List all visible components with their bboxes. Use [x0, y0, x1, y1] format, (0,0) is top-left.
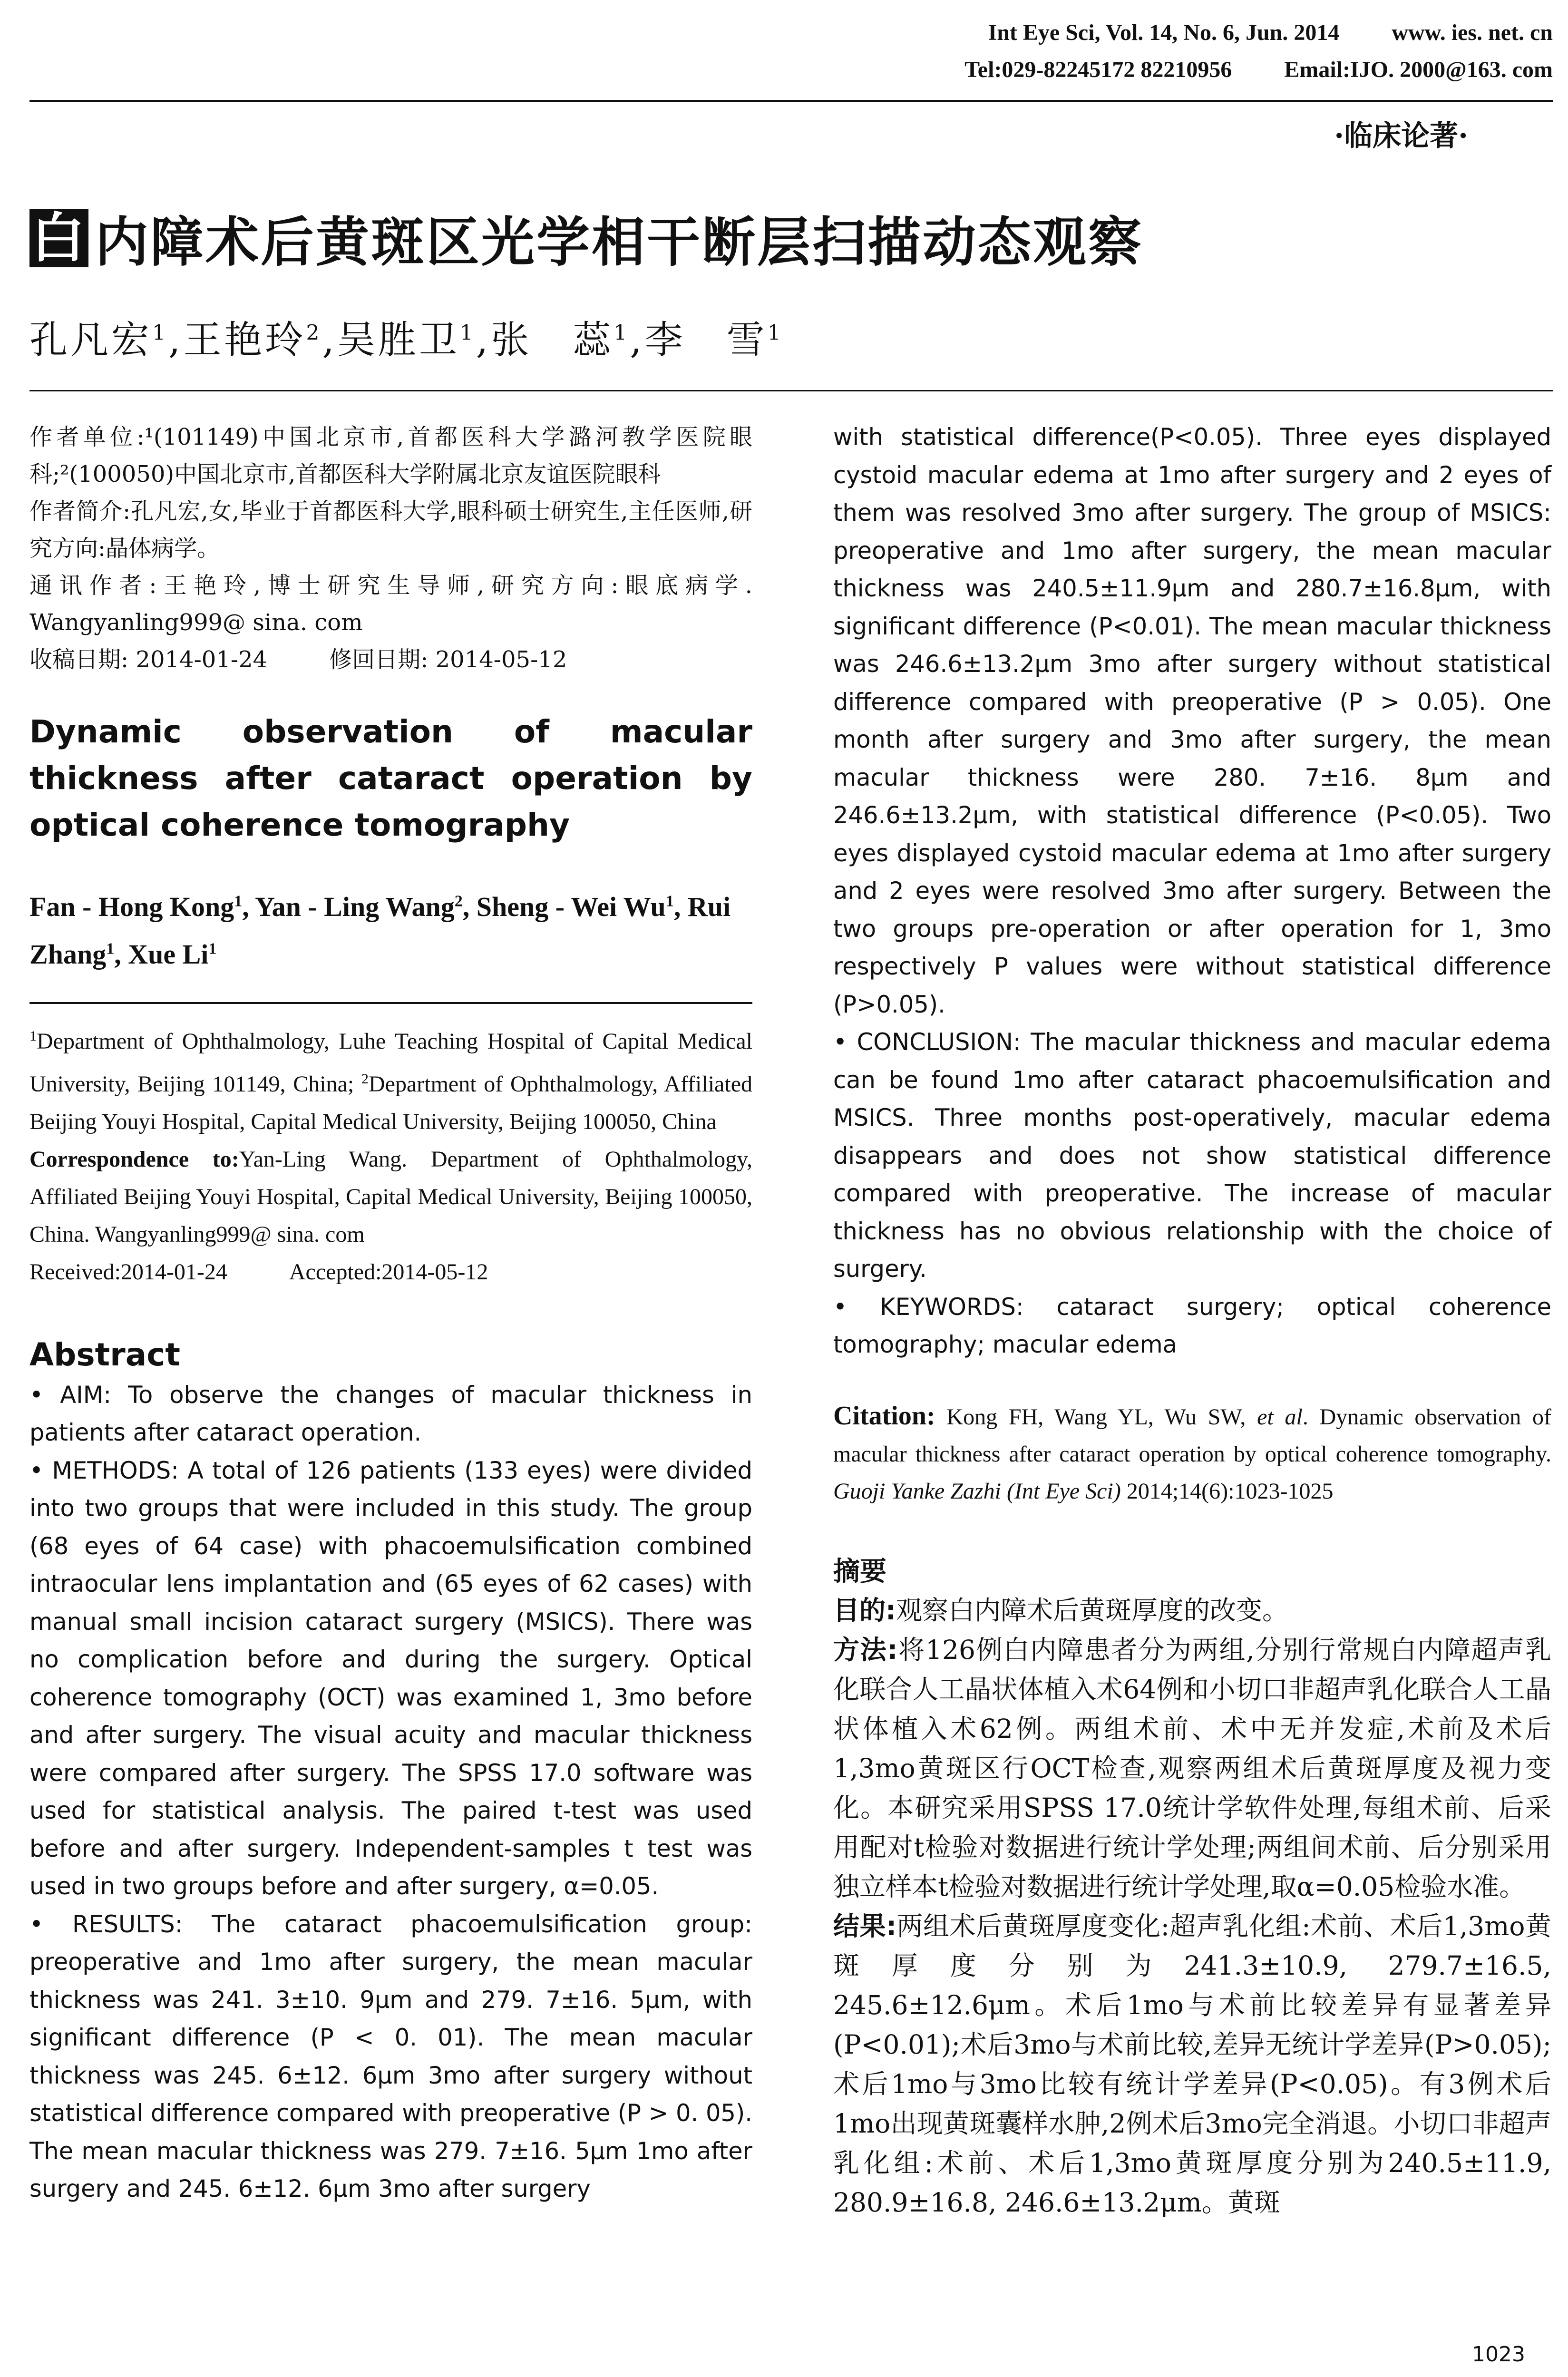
author-info-cn	[29, 419, 752, 678]
author-en: Sheng - Wei Wu$^1$,	[476, 891, 688, 923]
abstract-results-part1: • RESULTS: The cataract phacoemulsification group: preoperative and 1mo after surgery, the mean macular thickness was 241. 3±10. 9μm and 279. 7±16. 5μm, with significant difference (P < 0. 01). The mean macular thickness was 245. 6±12. 6μm 3mo after surgery without statistical difference compared with preoperative (P > 0. 05). The mean macular thickness was 279. 7±16. 5μm 1mo after surgery and 245. 6±12. 6μm 3mo after surgery	[29, 1910, 752, 2203]
abstract-keywords: • KEYWORDS: cataract surgery; optical coherence tomography; macular edema	[833, 1293, 1551, 1358]
cn-aim: 目的:观察白内障术后黄斑厚度的改变。	[833, 1595, 1289, 1626]
english-title: Dynamic observation of macular thickness after cataract operation by optical coherence tomography	[29, 713, 752, 843]
journal-citation-line: Int Eye Sci, Vol. 14, No. 6, Jun. 2014	[988, 20, 1340, 45]
author-en: Xue Li$^1$	[128, 938, 217, 970]
section-label: ·临床论著·	[1334, 119, 1468, 153]
header-rule	[29, 100, 1553, 102]
author-cn: 张 蕊$^1$,	[491, 318, 645, 362]
abstract-left	[29, 1376, 752, 2208]
abstract-heading: Abstract	[29, 1336, 180, 1373]
authors-cn	[29, 309, 784, 364]
cn-methods: 方法:将126例白内障患者分为两组,分别行常规白内障超声乳化联合人工晶状体植入术64例和小切口非超声乳化联合人工晶状体植入术62例。两组术前、术中无并发症,术前及术后1,3mo黄斑区行OCT检查,观察两组术后黄斑厚度及视力变化。本研究采用SPSS 17.0统计学软件处理,每组术前、后采用配对t检验对数据进行统计学处理;两组间术前、后分别采用独立样本t检验对数据进行统计学处理,取α=0.05检验水准。	[833, 1634, 1551, 1902]
author-cn: 孔凡宏$^1$,	[29, 318, 184, 362]
abstract-aim: • AIM: To observe the changes of macular thickness in patients after cataract operation.	[29, 1381, 752, 1447]
affiliations	[29, 1017, 752, 1291]
affiliation-rule	[29, 1002, 752, 1004]
corresponding-author: 通讯作者:王艳玲,博士研究生导师,研究方向:眼底病学. Wangyanling999@ sina. com	[29, 572, 752, 636]
author-unit: 作者单位:¹(101149)中国北京市,首都医科大学潞河教学医院眼科;²(100050)中国北京市,首都医科大学附属北京友谊医院眼科	[29, 424, 752, 487]
author-en: Yan - Ling Wang$^2$,	[255, 891, 477, 923]
cn-abstract	[833, 1591, 1551, 2222]
author-en: Fan - Hong Kong$^1$,	[29, 891, 255, 923]
en-dates	[29, 1253, 752, 1291]
accepted-date-en: Accepted:2014-05-12	[289, 1259, 488, 1285]
author-cn: 吴胜卫$^1$,	[337, 318, 491, 362]
cn-abstract-heading: 摘要	[833, 1556, 886, 1587]
citation: Citation: Kong FH, Wang YL, Wu SW, et al. Dynamic observation of macular thickness after cataract operation by optical coherence tomography. Guoji Yanke Zazhi (Int Eye Sci) 2014;14(6):1023-1025	[833, 1401, 1551, 1504]
journal-email: Email:IJO. 2000@163. com	[1284, 57, 1553, 82]
authors-en	[29, 881, 752, 975]
abstract-methods: • METHODS: A total of 126 patients (133 eyes) were divided into two groups that were included in this study. The group (68 eyes of 64 case) with phacoemulsification combined intraocular lens implantation and (65 eyes of 62 cases) with manual small incision cataract surgery (MSICS). There was no complication before and during the surgery. Optical coherence tomography (OCT) was examined 1, 3mo before and after surgery. The visual acuity and macular thickness were compared after surgery. The SPSS 17.0 software was used for statistical analysis. The paired t-test was used before and after surgery. Independent-samples t test was used in two groups before and after surgery, α=0.05.	[29, 1456, 752, 1900]
title-first-char: 白	[29, 209, 88, 267]
author-en: Rui Zhang$^1$,	[29, 891, 731, 970]
cn-dates	[29, 641, 752, 678]
correspondence: Correspondence to:Yan-Ling Wang. Department of Ophthalmology, Affiliated Beijing Youyi Hospital, Capital Medical University, Beijing 100050, China. Wangyanling999@ sina. com	[29, 1146, 753, 1247]
affiliation-text: $^1$Department of Ophthalmology, Luhe Teaching Hospital of Capital Medical University, Beijing 101149, China; $^2$Department of Ophthalmology, Affiliated Beijing Youyi Hospital, Capital Medical University, Beijing 100050, China	[29, 1028, 752, 1134]
page-title	[29, 200, 1143, 276]
journal-tel: Tel:029-82245172 82210956	[964, 57, 1232, 82]
abstract-right	[833, 419, 1551, 1364]
revised-date-cn: 修回日期: 2014-05-12	[329, 646, 567, 673]
author-cn: 李 雪$^1$	[644, 318, 784, 362]
left-column	[29, 419, 752, 2208]
abstract-conclusion: • CONCLUSION: The macular thickness and macular edema can be found 1mo after cataract phacoemulsification and MSICS. Three months post-operatively, macular edema disappears and does not show statistical difference compared with preoperative. The increase of macular thickness has no obvious relationship with the choice of surgery.	[833, 1028, 1551, 1283]
page-number: 1023	[1472, 2342, 1525, 2367]
right-column	[833, 419, 1551, 2222]
author-cn: 王艳玲$^2$,	[183, 318, 337, 362]
title-rest: 内障术后黄斑区光学相干断层扫描动态观察	[95, 212, 1143, 273]
cn-results: 结果:两组术后黄斑厚度变化:超声乳化组:术前、术后1,3mo黄斑厚度分别为241.3±10.9, 279.7±16.5, 245.6±12.6μm。术后1mo与术前比较差异有显著差异(P<0.01);术后3mo与术前比较,差异无统计学差异(P>0.05);术后1mo与3mo比较有统计学差异(P<0.05)。有3例术后1mo出现黄斑囊样水肿,2例术后3mo完全消退。小切口非超声乳化组:术前、术后1,3mo黄斑厚度分别为240.5±11.9, 280.9±16.8, 246.6±13.2μm。黄斑	[833, 1910, 1551, 2218]
journal-header	[792, 14, 1553, 88]
title-rule	[29, 390, 1553, 391]
received-date-en: Received:2014-01-24	[29, 1259, 227, 1285]
journal-website: www. ies. net. cn	[1392, 20, 1553, 45]
abstract-results-part2: with statistical difference(P<0.05). Three eyes displayed cystoid macular edema at 1mo after surgery and 2 eyes of them was resolved 3mo after surgery. The group of MSICS: preoperative and 1mo after surgery, the mean macular thickness was 240.5±11.9μm and 280.7±16.8μm, with significant difference (P<0.01). The mean macular thickness was 246.6±13.2μm 3mo after surgery without statistical difference compared with preoperative (P > 0.05). One month after surgery and 3mo after surgery, the mean macular thickness were 280. 7±16. 8μm and 246.6±13.2μm, with statistical difference (P<0.05). Two eyes displayed cystoid macular edema at 1mo after surgery and 2 eyes were resolved 3mo after surgery. Between the two groups pre-operation or after operation for 1, 3mo respectively P values were without statistical difference (P>0.05).	[833, 423, 1551, 1018]
received-date-cn: 收稿日期: 2014-01-24	[29, 646, 268, 673]
author-intro: 作者简介:孔凡宏,女,毕业于首都医科大学,眼科硕士研究生,主任医师,研究方向:晶体病学。	[29, 498, 752, 562]
